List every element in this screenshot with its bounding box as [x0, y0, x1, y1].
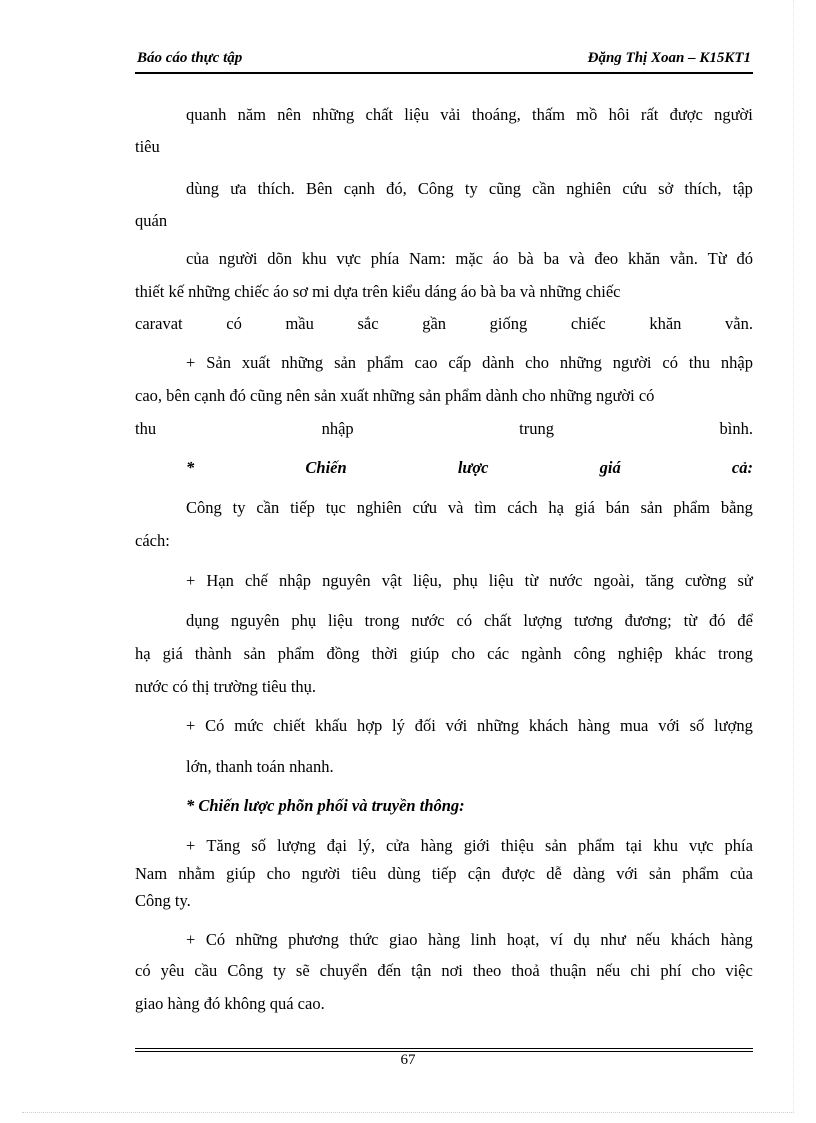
- word: tận: [411, 961, 432, 980]
- footer-rule-top: [135, 1048, 753, 1049]
- word: trong: [364, 611, 400, 630]
- word: đồng: [326, 644, 360, 663]
- word: ty: [273, 961, 286, 980]
- word: Nam: [135, 864, 168, 883]
- body-line-24: [186, 929, 753, 951]
- word: bằng: [720, 498, 753, 517]
- word: mua: [619, 716, 649, 735]
- word: người: [218, 249, 258, 268]
- word: nghiệp: [617, 644, 663, 663]
- word: số: [689, 716, 705, 735]
- word: khăn: [627, 249, 661, 268]
- word: áo: [492, 249, 509, 268]
- word: nếu: [636, 930, 661, 949]
- word: cận: [467, 864, 491, 883]
- word: ngoài,: [593, 571, 635, 590]
- word: cửa: [385, 836, 410, 855]
- word: cứu: [622, 179, 647, 198]
- header-report-title: Báo cáo thực tập: [137, 50, 243, 66]
- word: khu: [301, 249, 327, 268]
- word: tục: [325, 498, 346, 517]
- word: sản: [649, 864, 671, 883]
- word: cần: [532, 179, 556, 198]
- word: những: [559, 353, 602, 372]
- word: các: [487, 644, 510, 663]
- word: nguyên: [322, 571, 371, 590]
- word: ty: [232, 498, 246, 517]
- word: đó: [709, 611, 726, 630]
- word: ví: [549, 930, 563, 949]
- word: mồ: [576, 105, 598, 124]
- word: vật: [381, 571, 402, 590]
- word: xuất: [241, 353, 271, 372]
- body-line-22: [135, 863, 753, 885]
- word: liệu: [328, 611, 353, 630]
- word: và: [568, 249, 585, 268]
- word: như: [600, 930, 626, 949]
- word: Công: [227, 961, 264, 980]
- word: dàng: [572, 864, 606, 883]
- word: tăng: [645, 571, 674, 590]
- word: những: [281, 353, 324, 372]
- word: đeo: [594, 249, 619, 268]
- word: dụng: [186, 611, 219, 630]
- word: có: [226, 314, 242, 333]
- body-line-4: quán: [135, 211, 168, 230]
- word: những: [312, 105, 355, 124]
- word: ty: [464, 179, 478, 198]
- word: với: [616, 864, 638, 883]
- word: +: [186, 836, 196, 855]
- word: khách: [670, 930, 711, 949]
- body-line-25: [135, 960, 753, 982]
- word: ngành: [521, 644, 562, 663]
- word: Tăng: [206, 836, 241, 855]
- word: cũng: [488, 179, 521, 198]
- word: nhập: [720, 353, 753, 372]
- word: cách: [507, 498, 538, 517]
- word: quanh: [186, 105, 227, 124]
- word: gần: [422, 314, 447, 333]
- word: dùng: [387, 864, 421, 883]
- word: từ: [524, 571, 539, 590]
- word: hàng: [420, 836, 453, 855]
- word: lượng: [276, 836, 316, 855]
- word: sẽ: [295, 961, 310, 980]
- body-line-3: [186, 178, 753, 200]
- word: khác: [674, 644, 706, 663]
- word: cấp: [448, 353, 472, 372]
- body-line-21: [186, 835, 753, 857]
- word: lượng: [714, 716, 753, 735]
- word: thấm: [531, 105, 565, 124]
- word: thích,: [684, 179, 722, 198]
- word: nhằm: [178, 864, 215, 883]
- word: phẩm: [682, 864, 719, 883]
- word: hợp: [356, 716, 383, 735]
- word: khách: [528, 716, 569, 735]
- word: lý,: [357, 836, 375, 855]
- word: người: [612, 353, 652, 372]
- word: Sản: [206, 353, 231, 372]
- word: từ: [683, 611, 698, 630]
- word: của: [730, 864, 753, 883]
- word: mặc: [455, 249, 483, 268]
- word: Chiến: [305, 458, 347, 477]
- word: caravat: [135, 314, 183, 333]
- word: khu: [653, 836, 678, 855]
- page-number: 67: [400, 1052, 416, 1068]
- word: theo: [472, 961, 502, 980]
- word: lược: [457, 458, 489, 477]
- word: tìm: [474, 498, 497, 517]
- word: Công: [186, 498, 222, 517]
- word: cả:: [731, 458, 753, 477]
- word: hàng: [428, 930, 461, 949]
- word: lượng: [523, 611, 563, 630]
- word: thời: [371, 644, 398, 663]
- word: cần: [256, 498, 280, 517]
- body-line-16: [135, 643, 753, 665]
- word: với: [658, 716, 680, 735]
- body-line-13: cách:: [135, 531, 170, 550]
- word: tại: [625, 836, 643, 855]
- word: có: [135, 961, 151, 980]
- word: thành: [194, 644, 232, 663]
- word: thoáng,: [471, 105, 521, 124]
- word: những: [235, 930, 278, 949]
- word: công: [573, 644, 606, 663]
- word: giao: [389, 930, 418, 949]
- word: nghiên: [356, 498, 402, 517]
- word: phía: [724, 836, 753, 855]
- word: phẩm: [366, 353, 404, 372]
- word: yêu: [160, 961, 185, 980]
- word: việc: [725, 961, 753, 980]
- word: nếu: [596, 961, 621, 980]
- word: liệu: [404, 105, 430, 124]
- word: nghiên: [566, 179, 612, 198]
- word: hàng: [578, 716, 611, 735]
- word: phụ: [452, 571, 478, 590]
- word: phụ: [291, 611, 317, 630]
- word: giúp: [226, 864, 256, 883]
- word: vải: [440, 105, 461, 124]
- word: +: [186, 930, 196, 949]
- body-line-18: [186, 715, 753, 737]
- word: dành: [482, 353, 515, 372]
- word: nguyên: [230, 611, 280, 630]
- word: trong: [717, 644, 753, 663]
- word: được: [669, 105, 703, 124]
- body-line-19: lớn, thanh toán nhanh.: [186, 757, 334, 776]
- word: hàng: [720, 930, 753, 949]
- page-header: [135, 48, 753, 74]
- body-line-10: [135, 418, 753, 440]
- body-line-6: thiết kế những chiếc áo sơ mi dựa trên kiểu dáng áo bà ba và những chiếc: [135, 282, 621, 301]
- section-heading-distribution: * Chiến lược phõn phối và truyền thông:: [186, 796, 465, 815]
- word: +: [186, 571, 196, 590]
- word: dễ: [546, 864, 562, 883]
- word: và: [447, 498, 464, 517]
- word: vực: [336, 249, 361, 268]
- word: ưa: [230, 179, 247, 198]
- word: Có: [205, 930, 226, 949]
- word: cường: [684, 571, 727, 590]
- word: phí: [660, 961, 682, 980]
- word: phẩm: [673, 498, 710, 517]
- word: chiếc: [570, 314, 606, 333]
- word: thức: [349, 930, 379, 949]
- body-line-8: [186, 352, 753, 374]
- body-line-26: giao hàng đó không quá cao.: [135, 994, 325, 1013]
- word: tiêu: [351, 864, 377, 883]
- word: bà: [518, 249, 534, 268]
- word: sở: [658, 179, 674, 198]
- word: nơi: [441, 961, 463, 980]
- word: giới: [463, 836, 490, 855]
- word: lý: [392, 716, 405, 735]
- word: cho: [266, 864, 291, 883]
- word: hạ: [135, 644, 151, 663]
- word: mầu: [285, 314, 314, 333]
- word: khăn: [649, 314, 682, 333]
- word: nước: [549, 571, 583, 590]
- word: chuyển: [319, 961, 368, 980]
- word: sử: [737, 571, 753, 590]
- word: cứu: [412, 498, 438, 517]
- word: người: [714, 105, 753, 124]
- word: đó: [736, 249, 753, 268]
- word: mức: [234, 716, 264, 735]
- body-line-17: nước có thị trường tiêu thụ.: [135, 677, 317, 696]
- word: tiếp: [431, 864, 457, 883]
- word: Bên: [305, 179, 333, 198]
- word: phẩm: [277, 644, 315, 663]
- word: thiệu: [500, 836, 534, 855]
- word: phía: [370, 249, 400, 268]
- word: để: [737, 611, 753, 630]
- word: hạ: [548, 498, 564, 517]
- word: nhập: [321, 419, 354, 438]
- word: những: [477, 716, 519, 735]
- word: thoả: [511, 961, 540, 980]
- word: +: [186, 716, 196, 735]
- word: cao: [414, 353, 438, 372]
- word: cho: [525, 353, 549, 372]
- word: Có: [205, 716, 225, 735]
- word: +: [186, 353, 196, 372]
- header-rule: [135, 72, 753, 74]
- word: vực: [688, 836, 714, 855]
- body-line-12: [186, 497, 753, 519]
- word: tương: [574, 611, 613, 630]
- word: Hạn: [206, 571, 234, 590]
- word: giá: [162, 644, 183, 663]
- word: phẩm: [577, 836, 615, 855]
- word: nước: [411, 611, 445, 630]
- word: thu: [688, 353, 710, 372]
- word: đó,: [386, 179, 407, 198]
- word: chi: [630, 961, 651, 980]
- word: cho: [451, 644, 476, 663]
- word: bán: [605, 498, 630, 517]
- word: chất: [365, 105, 394, 124]
- word: Nam:: [409, 249, 446, 268]
- word: thu: [135, 419, 157, 438]
- word: đối: [414, 716, 436, 735]
- word: năm: [237, 105, 266, 124]
- body-line-15: [186, 610, 753, 632]
- word: vằn.: [669, 249, 698, 268]
- word: phương: [288, 930, 339, 949]
- word: bình.: [719, 419, 753, 438]
- header-author: Đặng Thị Xoan – K15KT1: [587, 50, 751, 66]
- body-line-9: cao, bên cạnh đó cũng nên sản xuất những sản phẩm dành cho những người có: [135, 386, 655, 405]
- word: sản: [334, 353, 357, 372]
- word: nên: [277, 105, 302, 124]
- word: sản: [640, 498, 663, 517]
- word: hoạt,: [506, 930, 540, 949]
- body-line-5: [186, 248, 753, 270]
- word: sản: [544, 836, 567, 855]
- word: đại: [326, 836, 347, 855]
- body-line-23: Công ty.: [135, 891, 191, 910]
- word: chiết: [273, 716, 306, 735]
- word: liệu: [488, 571, 514, 590]
- word: trung: [519, 419, 555, 438]
- word: rất: [640, 105, 659, 124]
- word: tiếp: [290, 498, 315, 517]
- word: liệu,: [413, 571, 442, 590]
- word: thuận: [549, 961, 587, 980]
- word: ba: [543, 249, 560, 268]
- word: chế: [244, 571, 268, 590]
- word: tập: [732, 179, 753, 198]
- word: thích.: [257, 179, 295, 198]
- word: dụ: [573, 930, 590, 949]
- word: *: [186, 458, 195, 477]
- word: với: [445, 716, 468, 735]
- section-heading-price-strategy: [186, 457, 753, 479]
- word: cạnh: [343, 179, 375, 198]
- body-line-7: [135, 313, 753, 335]
- page-edge-guide: [22, 1112, 794, 1113]
- word: khấu: [315, 716, 348, 735]
- word: Từ: [707, 249, 727, 268]
- word: có: [662, 353, 678, 372]
- word: giá: [599, 458, 621, 477]
- word: của: [186, 249, 209, 268]
- word: số: [251, 836, 266, 855]
- word: chất: [483, 611, 512, 630]
- word: cầu: [194, 961, 218, 980]
- word: dùng: [186, 179, 219, 198]
- word: giống: [489, 314, 528, 333]
- word: có: [456, 611, 473, 630]
- word: cho: [691, 961, 716, 980]
- body-line-2: tiêu: [135, 137, 160, 156]
- word: người: [301, 864, 341, 883]
- word: vằn.: [725, 314, 753, 333]
- word: đương;: [624, 611, 672, 630]
- word: nhập: [278, 571, 312, 590]
- word: đến: [377, 961, 402, 980]
- word: giá: [574, 498, 595, 517]
- word: được: [501, 864, 536, 883]
- word: giúp: [409, 644, 440, 663]
- page-edge-guide-vertical: [793, 0, 794, 1112]
- word: sắc: [357, 314, 379, 333]
- body-line-1: [186, 104, 753, 126]
- word: hôi: [608, 105, 630, 124]
- word: Công: [417, 179, 454, 198]
- word: dõn: [267, 249, 293, 268]
- word: sản: [243, 644, 266, 663]
- body-line-14: [186, 570, 753, 592]
- word: linh: [470, 930, 497, 949]
